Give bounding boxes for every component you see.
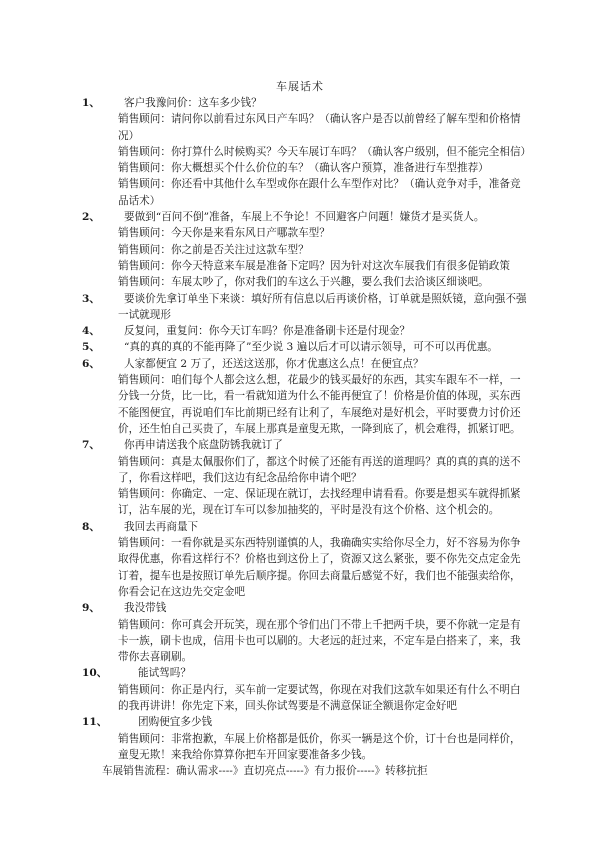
answer-line: 订，沾车展的光，现在订车可以参加抽奖的，平时是没有这个价格、这个机会的。 (118, 504, 500, 517)
answer-line: 品话术） (118, 194, 161, 207)
answer-paragraph (94, 454, 534, 487)
answer-line: 取得优惠，你看这样行不？价格也到这份上了，资源又这么紧张，要不你先交点定金先 (118, 553, 521, 566)
answer-line: 销售顾问：请问你以前看过东风日产车吗？（确认客户是否以前曾经了解车型和价格情 (118, 113, 521, 126)
question-item (82, 665, 534, 681)
answer-line: 分钱一分货，比一比，看一看就知道为什么不能再便宜了！价格是价值的体现，买东西 (118, 390, 521, 403)
answer-paragraph (94, 258, 534, 274)
question-item (82, 600, 534, 616)
answer-paragraph (94, 535, 534, 600)
question-text: 人家都便宜 2 万了，还送这送那，你才优惠这么点！在便宜点？ (124, 357, 424, 370)
answer-line: 不能图便宜，再说咱们车比前期已经有让利了，车展绝对是好机会，平时要费力讨价还 (118, 406, 521, 419)
answer-line: 销售顾问：你之前是否关注过这款车型？ (118, 243, 309, 256)
answer-line: 销售顾问：真是太佩服你们了，都这个时候了还能有再送的道理吗？真的真的真的送不 (118, 455, 521, 468)
question-text: 我回去再商量下 (124, 520, 199, 533)
answer-line: 了，你看这样吧，我们这边有纪念品给你申请个吧？ (118, 471, 362, 484)
question-item (82, 291, 534, 307)
answer-line: 一试就现形 (118, 308, 171, 321)
answer-line: 销售顾问：你正是内行，买车前一定要试驾，你现在对我们这款车如果还有什么不明白 (118, 683, 521, 696)
question-number: 4、 (82, 325, 100, 338)
question-item (82, 209, 534, 225)
question-text: 团购便宜多少钱 (138, 716, 213, 729)
answer-paragraph (94, 617, 534, 666)
answer-line: 销售顾问：你打算什么时候购买？今天车展订车吗？（确认客户级别，但不能完全相信） (118, 145, 532, 158)
question-number: 5、 (82, 341, 100, 354)
question-item (82, 339, 534, 355)
question-number: 9、 (82, 602, 100, 615)
answer-paragraph (94, 486, 534, 519)
answer-line: 况） (118, 129, 140, 142)
answer-paragraph (94, 731, 534, 764)
question-item (82, 519, 534, 535)
answer-paragraph (94, 225, 534, 241)
answer-paragraph (94, 682, 534, 715)
answer-line: 销售顾问：车展太吵了，你对我们的车这么于兴趣，要么我们去洽谈区细谈吧。 (118, 276, 489, 289)
question-item (82, 714, 534, 730)
answer-paragraph (94, 160, 534, 176)
answer-line: 卡一族，刷卡也成，信用卡也可以刷的。大老远的赶过来，不定车是白搭来了，来，我 (118, 634, 521, 647)
answer-line: 童叟无欺！来我给你算算你把车开回家要准备多少钱。 (118, 748, 373, 761)
answer-line: 销售顾问：你可真会开玩笑，现在那个爷们出门不带上千把两千块，要不你就一定是有 (118, 618, 521, 631)
question-number: 7、 (82, 439, 100, 452)
answer-line: 价，还生怕自己买贵了，车展上那真是童叟无欺，一降到底了，机会难得，抓紧订吧。 (118, 422, 521, 435)
answer-line: 销售顾问：非常抱歉，车展上价格都是低价，你买一辆是这个价，订十台也是同样价， (118, 732, 521, 745)
question-text: 反复问，重复问：你今天订车吗？你是准备刷卡还是付现金？ (124, 325, 411, 338)
answer-paragraph (94, 372, 534, 437)
question-text: 能试驾吗？ (138, 667, 191, 680)
question-text: 要做到“百问不倒”准备，车展上不争论！不回避客户问题！嫌货才是买货人。 (124, 211, 485, 224)
answer-line: 订着，提车也是按照订单先后顺序提。你回去商量后感觉不好，我们也不能强卖给你， (118, 569, 521, 582)
document-title: 车展话术 (276, 80, 324, 93)
question-number: 6、 (82, 357, 100, 370)
question-number: 2、 (82, 211, 100, 224)
answer-paragraph (94, 176, 534, 209)
question-item (82, 437, 534, 453)
question-text: 我没带钱 (124, 602, 167, 615)
answer-line: 销售顾问：今天你是来看东风日产哪款车型？ (118, 227, 330, 240)
answer-line: 销售顾问：你还看中其他什么车型或你在跟什么车型作对比？（确认竞争对手，准备竞 (118, 178, 521, 191)
answer-paragraph (94, 144, 534, 160)
question-number: 3、 (82, 292, 100, 305)
question-item (82, 356, 534, 372)
question-number: 11、 (82, 716, 108, 729)
question-number: 10、 (82, 667, 108, 680)
answer-line: 销售顾问：一看你就是买东西特别谨慎的人，我确确实实给你尽全力，好不容易为你争 (118, 537, 521, 550)
question-item (82, 323, 534, 339)
answer-line: 销售顾问：你确定、一定、保证现在就订，去找经理申请看看。你要是想买车就得抓紧 (118, 488, 521, 501)
sales-flow: 车展销售流程：确认需求----》直切亮点-----》有力报价-----》转移抗拒 (102, 765, 428, 778)
answer-line: 销售顾问：你今天特意来车展是准备下定吗？因为针对这次车展我们有很多促销政策 (118, 259, 510, 272)
answer-line: 销售顾问：咱们每个人都会这么想，花最少的钱买最好的东西，其实车跟车不一样，一 (118, 374, 521, 387)
question-item (82, 95, 534, 111)
question-number: 8、 (82, 520, 100, 533)
answer-line: 你看会记在这边先交定金吧 (118, 585, 246, 598)
answer-paragraph (94, 111, 534, 144)
document-body (82, 95, 534, 779)
answer-paragraph (94, 307, 534, 323)
answer-paragraph (94, 242, 534, 258)
answer-paragraph (94, 274, 534, 290)
question-text: 你再申请送我个底盘防锈我就订了 (124, 439, 283, 452)
question-text: “真的真的真的不能再降了”至少说 3 遍以后才可以请示领导，可不可以再优惠。 (124, 341, 498, 354)
question-text: 客户我豫问价：这车多少钱？ (124, 97, 262, 109)
answer-line: 带你去喜刷刷。 (118, 651, 193, 664)
question-number: 1、 (82, 97, 100, 109)
answer-line: 的我再讲讲！你先定下来，回头你试驾要是不满意保证全额退你定金好吧 (118, 699, 457, 712)
question-text: 要谈价先拿订单坐下来谈：填好所有信息以后再谈价格，订单就是照妖镜，意向强不强 (124, 292, 527, 305)
answer-line: 销售顾问：你大概想买个什么价位的车？（确认客户预算，准备进行车型推荐） (118, 162, 489, 175)
